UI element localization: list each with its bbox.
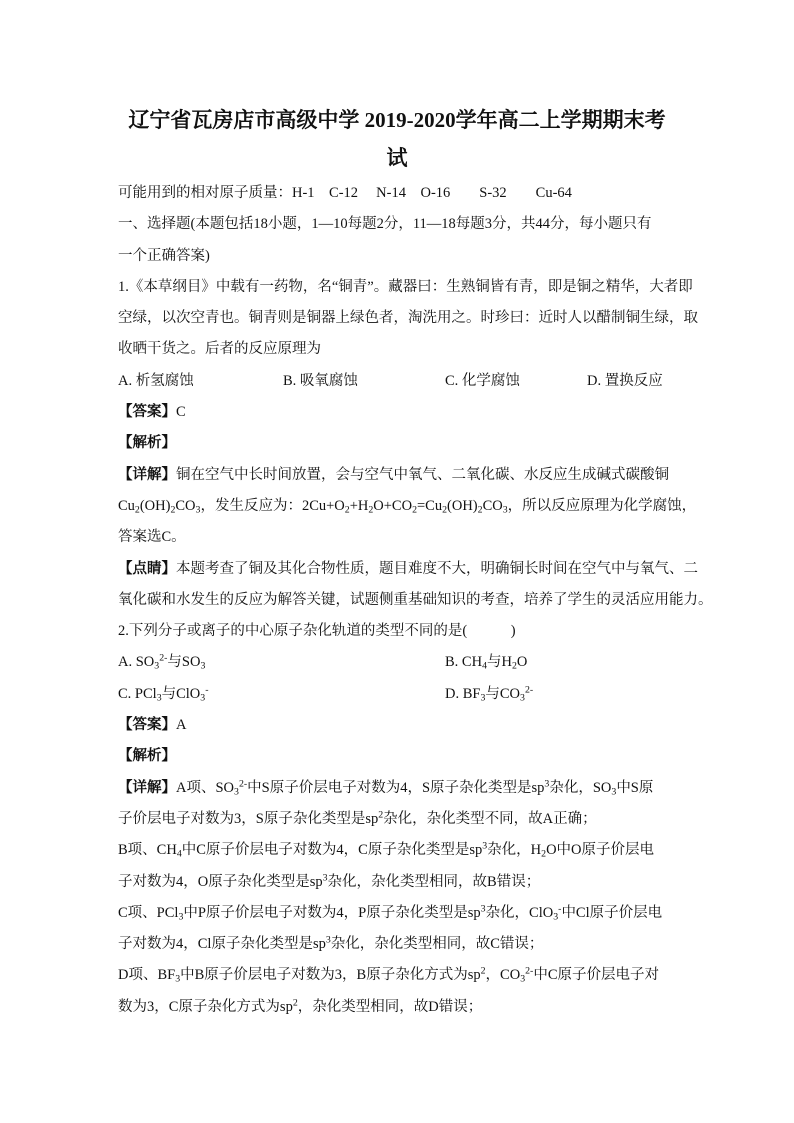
q1-option-c: C. 化学腐蚀 <box>445 372 520 389</box>
superscript: 3 <box>544 778 550 790</box>
q2-analysis-label <box>118 741 718 772</box>
superscript: 3 <box>325 934 331 946</box>
superscript: 2 <box>292 997 298 1009</box>
bold-label: 【点睛】 <box>118 560 176 577</box>
superscript: 3 <box>322 872 328 884</box>
subscript: 3 <box>178 911 184 923</box>
q1-detail-line <box>118 460 718 491</box>
bold-label: 【解析】 <box>118 435 176 452</box>
text-run: 杂化，ClO <box>485 904 554 921</box>
bold-label: 【详解】 <box>118 779 176 796</box>
text-run: 中Cl原子价层电 <box>561 904 663 921</box>
text-run: 子对数为4，Cl原子杂化类型是sp <box>118 936 326 953</box>
superscript: - <box>558 903 562 915</box>
section-instruction-line: 一个正确答案) <box>118 247 210 264</box>
exam-title <box>0 101 794 177</box>
subscript: 2 <box>442 504 448 516</box>
text-run: O+CO <box>373 497 413 514</box>
text-run: 中B原子价层电子对数为3，B原子杂化方式为sp <box>180 967 481 984</box>
text-run: A <box>176 717 187 734</box>
text-run: 与CO <box>485 685 521 702</box>
text-run: O中O原子价层电 <box>546 842 655 859</box>
subscript: 2 <box>477 504 483 516</box>
q1-analysis-label <box>118 428 718 459</box>
atomic-masses-line: 可能用到的相对原子质量：H-1 C-12 N-14 O-16 S-32 Cu-64 <box>118 185 572 201</box>
text-run: ，发生反应为：2Cu+O <box>200 497 345 514</box>
text-run: =Cu <box>417 497 443 514</box>
q2-detail-line <box>118 804 718 835</box>
subscript: 3 <box>611 786 617 798</box>
text-run: 与SO <box>167 654 201 671</box>
q2-detail-line <box>118 960 718 991</box>
title-line-2: 试 <box>386 146 408 170</box>
q1-detail-line <box>118 522 718 553</box>
text-run: +H <box>349 497 369 514</box>
subscript: 3 <box>154 660 160 672</box>
text-run: ，CO <box>485 967 521 984</box>
subscript: 2 <box>134 504 140 516</box>
subscript: 3 <box>502 504 508 516</box>
subscript: 2 <box>412 504 417 516</box>
q1-stem-line: 1.《本草纲目》中载有一药物，名“铜青”。藏器曰：生熟铜皆有青，即是铜之精华，大者即 <box>118 278 693 295</box>
superscript: 3 <box>482 840 488 852</box>
subscript: 4 <box>482 660 487 672</box>
superscript: 2- <box>525 966 534 977</box>
superscript: 2- <box>238 778 248 790</box>
text-run: 本题考查了铜及其化合物性质，题目难度不大，明确铜长时间在空气中与氧气、二 <box>176 560 698 577</box>
text-run: 子价层电子对数为3，S原子杂化类型是sp <box>118 810 379 827</box>
subscript: 3 <box>175 973 181 985</box>
subscript: 3 <box>520 973 526 985</box>
text-run: (OH) <box>139 497 171 514</box>
text-run: 与H <box>487 654 512 671</box>
superscript: - <box>205 684 209 696</box>
text-run: CO <box>482 497 503 514</box>
subscript: 3 <box>200 660 206 672</box>
text-run: 子对数为4，O原子杂化类型是sp <box>118 873 323 890</box>
text-run: A项、SO <box>176 779 235 796</box>
subscript: 3 <box>234 786 239 798</box>
q2-detail-line <box>118 992 718 1023</box>
q2-option-c <box>118 679 208 710</box>
q1-option-a: A. 析氢腐蚀 <box>118 372 194 389</box>
q1-answer <box>118 397 718 428</box>
superscript: 2- <box>524 684 534 696</box>
text-run: 杂化，H <box>487 842 542 859</box>
q2-detail-line <box>118 773 718 804</box>
text-run: 铜在空气中长时间放置，会与空气中氧气、二氧化碳、水反应生成碱式碳酸铜 <box>176 466 669 483</box>
text-run: C <box>176 404 186 421</box>
text-run: 中P原子价层电子对数为4，P原子杂化类型是sp <box>183 904 481 921</box>
text-run: 与ClO <box>161 685 201 702</box>
q1-stem-line: 收晒干货之。后者的反应原理为 <box>118 341 321 358</box>
bold-label: 【详解】 <box>118 466 176 483</box>
text-run: 中C原子价层电子对 <box>533 967 659 984</box>
superscript: 2 <box>378 809 384 821</box>
text-run: 中S原子价层电子对数为4，S原子杂化类型是sp <box>247 779 545 796</box>
q2-detail-line <box>118 929 718 960</box>
bold-label: 【答案】 <box>118 404 176 421</box>
text-run: C. PCl <box>118 685 157 702</box>
text-run: D. BF <box>445 685 481 702</box>
subscript: 2 <box>511 660 517 672</box>
text-run: B项、CH <box>118 842 177 859</box>
q2-option-a <box>118 647 205 678</box>
text-run: C项、PCl <box>118 904 179 921</box>
subscript: 2 <box>541 848 547 860</box>
subscript: 4 <box>176 848 182 860</box>
subscript: 3 <box>200 692 206 704</box>
q2-options-row-2 <box>118 679 718 710</box>
subscript: 2 <box>368 504 374 516</box>
q1-tip-line <box>118 554 718 585</box>
text-run: (OH) <box>447 497 478 514</box>
subscript: 3 <box>520 692 525 704</box>
text-run: 杂化，杂化类型相同，故C错误； <box>330 936 544 953</box>
q2-options-row-1 <box>118 647 718 678</box>
q1-option-d: D. 置换反应 <box>587 372 663 389</box>
subscript: 3 <box>480 692 486 704</box>
subscript: 3 <box>553 911 559 923</box>
q1-option-b: B. 吸氧腐蚀 <box>283 372 358 389</box>
text-run: 中C原子价层电子对数为4，C原子杂化类型是sp <box>181 842 483 859</box>
q2-option-b <box>445 647 527 678</box>
title-line-1: 辽宁省瓦房店市高级中学 2019-2020学年高二上学期期末考 <box>128 108 666 132</box>
q1-options <box>118 366 718 397</box>
superscript: 2 <box>480 966 486 977</box>
text-run: 中S原 <box>616 779 654 796</box>
q1-stem-line: 空绿，以次空青也。铜青则是铜器上绿色者，淘洗用之。时珍曰：近时人以醋制铜生绿，取 <box>118 310 698 327</box>
text-run: O <box>516 654 528 671</box>
text-run: 答案选C。 <box>118 529 186 546</box>
text-run: 数为3，C原子杂化方式为sp <box>118 998 293 1015</box>
text-run: A. SO <box>118 654 155 671</box>
superscript: 2- <box>159 653 168 665</box>
text-run: ，杂化类型相同，故D错误； <box>297 998 483 1015</box>
q1-detail-line <box>118 491 718 522</box>
exam-body <box>118 178 718 1023</box>
bold-label: 【答案】 <box>118 717 176 734</box>
q2-stem-line: 2.下列分子或离子的中心原子杂化轨道的类型不同的是( ) <box>118 623 516 640</box>
text-run: Cu <box>118 497 135 514</box>
bold-label: 【解析】 <box>118 748 176 765</box>
text-run: 杂化，杂化类型不同，故A正确； <box>383 810 597 827</box>
q2-answer <box>118 710 718 741</box>
subscript: 3 <box>156 692 162 704</box>
superscript: 3 <box>480 903 486 915</box>
text-run: D项、BF <box>118 967 176 984</box>
subscript: 2 <box>344 504 350 516</box>
q1-tip-line <box>118 585 718 616</box>
text-run: 氧化碳和水发生的反应为解答关键，试题侧重基础知识的考查，培养了学生的灵活应用能力。 <box>118 591 713 608</box>
section-instruction-line: 一、选择题(本题包括18小题，1—10每题2分，11—18每题3分，共44分，每小题只有 <box>118 216 652 233</box>
q2-detail-line <box>118 835 718 866</box>
subscript: 2 <box>170 504 176 516</box>
text-run: 杂化，SO <box>549 779 612 796</box>
subscript: 3 <box>195 504 201 516</box>
text-run: 杂化，杂化类型相同，故B错误； <box>327 873 541 890</box>
q2-detail-line <box>118 867 718 898</box>
text-run: CO <box>175 497 196 514</box>
text-run: ，所以反应原理为化学腐蚀， <box>507 497 697 514</box>
text-run: B. CH <box>445 654 483 671</box>
q2-detail-line <box>118 898 718 929</box>
q2-option-d <box>445 679 533 710</box>
